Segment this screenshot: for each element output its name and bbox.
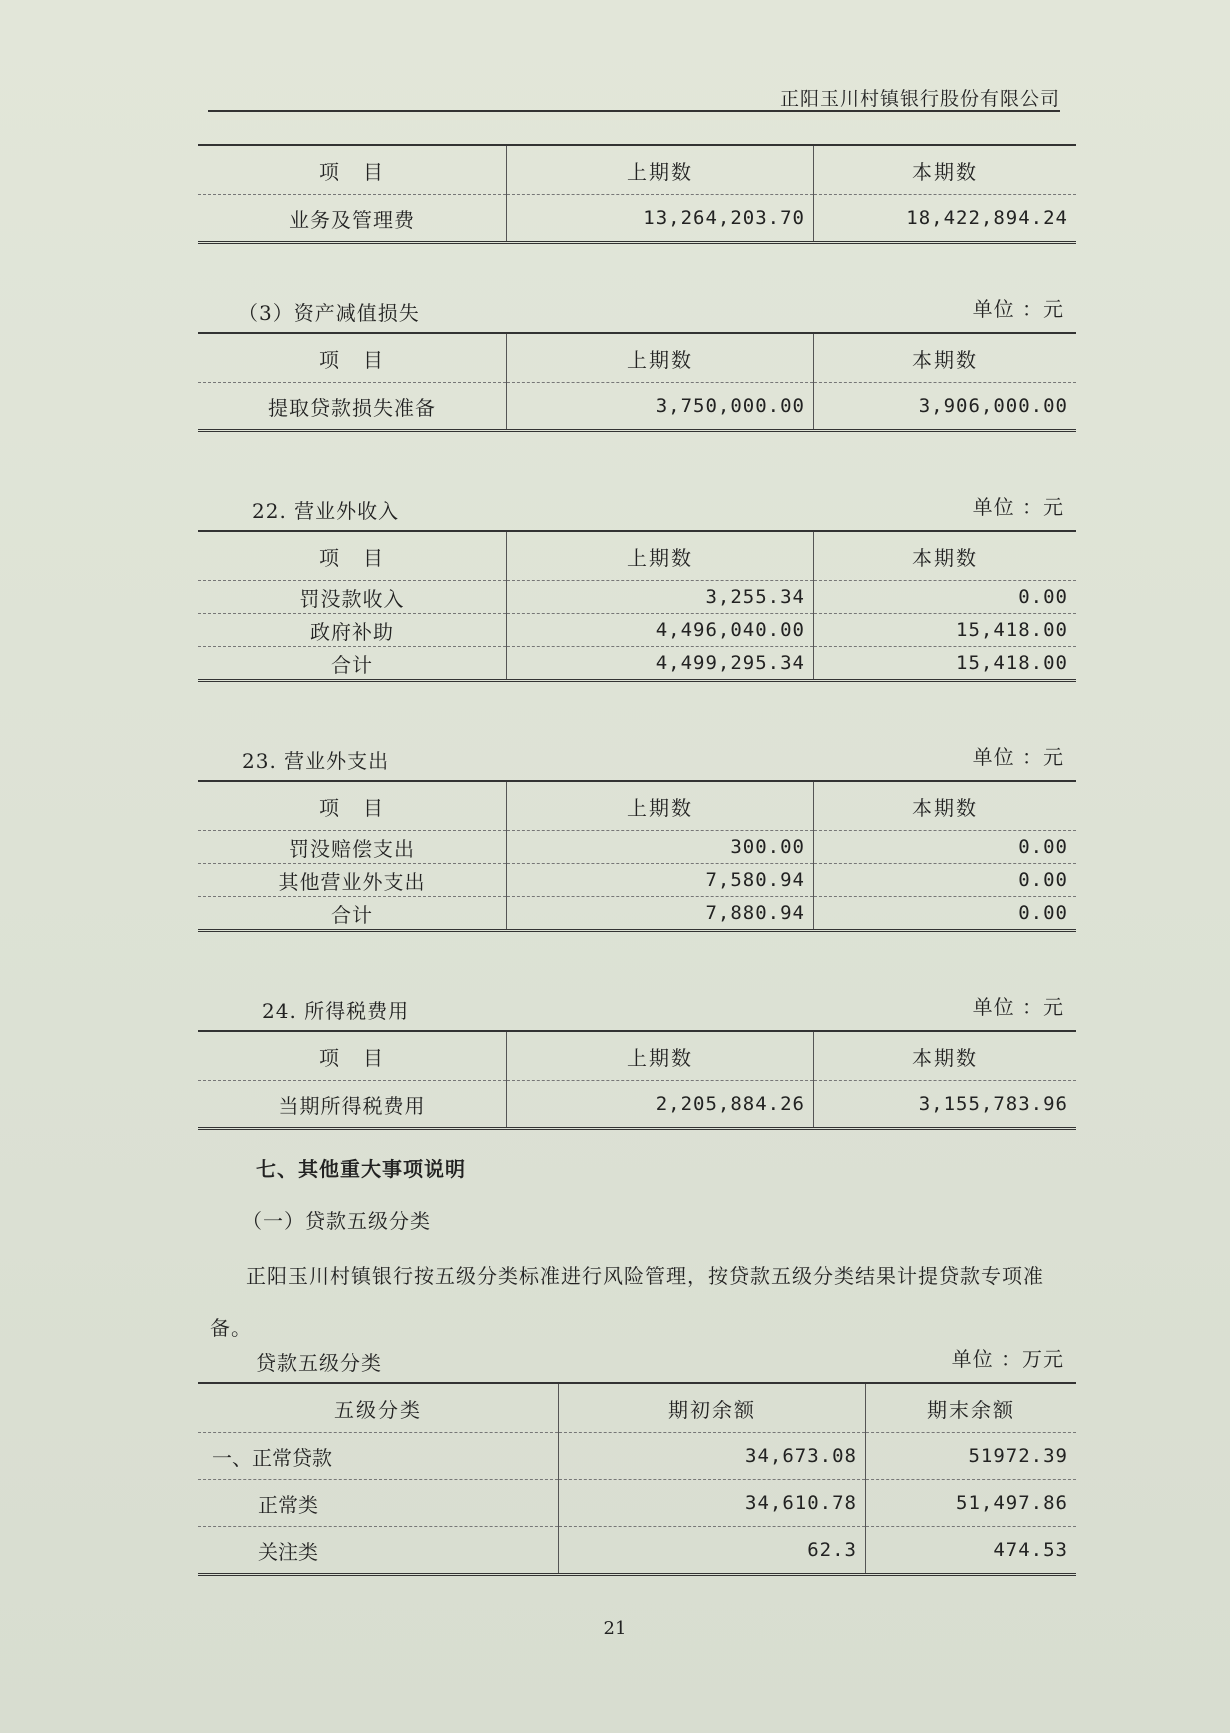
table-row xyxy=(198,831,1076,864)
body-paragraph: 正阳玉川村镇银行按五级分类标准进行风险管理，按贷款五级分类结果计提贷款专项准备。 xyxy=(210,1264,1044,1340)
table-header-row xyxy=(198,333,1076,383)
row-label: 关注类 xyxy=(198,1527,559,1575)
table-row xyxy=(198,383,1076,431)
col-begin-balance: 期初余额 xyxy=(559,1383,866,1433)
row-label: 罚没赔偿支出 xyxy=(198,831,507,864)
row-label: 当期所得税费用 xyxy=(198,1081,507,1129)
col-prev: 上期数 xyxy=(507,531,814,581)
unit-label: 单位 ：元 xyxy=(972,495,1064,519)
unit-label: 单位 ：万元 xyxy=(951,1347,1064,1371)
table-header-row xyxy=(198,781,1076,831)
col-prev: 上期数 xyxy=(507,333,814,383)
row-prev: 2,205,884.26 xyxy=(507,1081,814,1129)
table-row xyxy=(198,1527,1076,1575)
section-title: （3）资产减值损失 xyxy=(238,301,420,325)
row-curr: 3,155,783.96 xyxy=(918,1093,1068,1115)
row-label: 政府补助 xyxy=(198,614,507,647)
table-row xyxy=(198,1480,1076,1527)
col-item: 项 目 xyxy=(198,145,507,195)
row-begin: 34,673.08 xyxy=(559,1433,866,1480)
row-curr: 0.00 xyxy=(1018,902,1068,924)
loan-classification-table xyxy=(198,1382,1076,1576)
row-prev: 300.00 xyxy=(507,831,814,864)
row-label: 业务及管理费 xyxy=(198,195,507,243)
col-prev: 上期数 xyxy=(507,1031,814,1081)
col-item: 项 目 xyxy=(198,781,507,831)
table-header-row xyxy=(198,531,1076,581)
table-row-total xyxy=(198,647,1076,681)
income-tax-table xyxy=(198,1030,1076,1130)
col-curr: 本期数 xyxy=(814,531,1077,581)
col-curr: 本期数 xyxy=(814,1031,1077,1081)
table-row xyxy=(198,1433,1076,1480)
table-row xyxy=(198,864,1076,897)
unit-label: 单位 ：元 xyxy=(972,297,1064,321)
section-income-tax xyxy=(198,994,1076,1130)
section-title: 23. 营业外支出 xyxy=(242,749,390,773)
row-curr: 0.00 xyxy=(814,831,1077,864)
section-non-operating-income xyxy=(198,494,1076,682)
section-title: 22. 营业外收入 xyxy=(252,499,400,523)
col-item: 项 目 xyxy=(198,1031,507,1081)
col-prev: 上期数 xyxy=(507,781,814,831)
row-label: 合计 xyxy=(198,897,507,931)
subsection-heading: （一）贷款五级分类 xyxy=(242,1209,431,1233)
non-operating-expenses-table xyxy=(198,780,1076,932)
row-prev: 3,255.34 xyxy=(507,581,814,614)
row-end: 474.53 xyxy=(993,1539,1068,1561)
table-row-total xyxy=(198,897,1076,931)
row-label: 合计 xyxy=(198,647,507,681)
row-label: 一、正常贷款 xyxy=(198,1433,559,1480)
section-heading: 七、其他重大事项说明 xyxy=(256,1157,466,1181)
row-curr: 3,906,000.00 xyxy=(918,395,1068,417)
row-prev: 4,496,040.00 xyxy=(507,614,814,647)
asset-impairment-table xyxy=(198,332,1076,432)
section-non-operating-expenses xyxy=(198,744,1076,932)
col-curr: 本期数 xyxy=(814,781,1077,831)
table-row xyxy=(198,195,1076,243)
row-begin: 62.3 xyxy=(559,1527,866,1575)
table-header-row xyxy=(198,1031,1076,1081)
section-title: 24. 所得税费用 xyxy=(262,999,410,1023)
col-end-balance: 期末余额 xyxy=(866,1383,1077,1433)
row-curr: 15,418.00 xyxy=(814,614,1077,647)
table-row xyxy=(198,614,1076,647)
header-company-name: 正阳玉川村镇银行股份有限公司 xyxy=(779,88,1060,110)
section-title: 贷款五级分类 xyxy=(256,1351,382,1375)
table-row xyxy=(198,581,1076,614)
row-curr: 0.00 xyxy=(814,864,1077,897)
unit-label: 单位 ：元 xyxy=(972,745,1064,769)
col-curr: 本期数 xyxy=(814,333,1077,383)
row-curr: 15,418.00 xyxy=(956,652,1068,674)
management-fees-table xyxy=(198,144,1076,244)
row-prev: 7,880.94 xyxy=(507,897,814,931)
row-end: 51,497.86 xyxy=(866,1480,1077,1527)
row-prev: 7,580.94 xyxy=(507,864,814,897)
section-loan-classification xyxy=(198,1346,1076,1576)
table-row xyxy=(198,1081,1076,1129)
section-asset-impairment xyxy=(198,296,1076,432)
row-prev: 4,499,295.34 xyxy=(507,647,814,681)
header-rule xyxy=(208,110,1060,112)
row-prev: 13,264,203.70 xyxy=(507,195,814,243)
row-prev: 3,750,000.00 xyxy=(507,383,814,431)
row-label: 提取贷款损失准备 xyxy=(198,383,507,431)
row-end: 51972.39 xyxy=(866,1433,1077,1480)
table-management-fees xyxy=(198,144,1076,244)
col-item: 项 目 xyxy=(198,333,507,383)
table-header-row xyxy=(198,1383,1076,1433)
row-begin: 34,610.78 xyxy=(559,1480,866,1527)
row-label: 罚没款收入 xyxy=(198,581,507,614)
non-operating-income-table xyxy=(198,530,1076,682)
col-prev: 上期数 xyxy=(507,145,814,195)
row-label: 正常类 xyxy=(198,1480,559,1527)
unit-label: 单位 ：元 xyxy=(972,995,1064,1019)
row-curr: 0.00 xyxy=(814,581,1077,614)
table-header-row xyxy=(198,145,1076,195)
col-curr: 本期数 xyxy=(814,145,1077,195)
page-number: 21 xyxy=(603,1618,627,1639)
col-item: 项 目 xyxy=(198,531,507,581)
col-category: 五级分类 xyxy=(198,1383,559,1433)
row-label: 其他营业外支出 xyxy=(198,864,507,897)
row-curr: 18,422,894.24 xyxy=(906,207,1068,229)
